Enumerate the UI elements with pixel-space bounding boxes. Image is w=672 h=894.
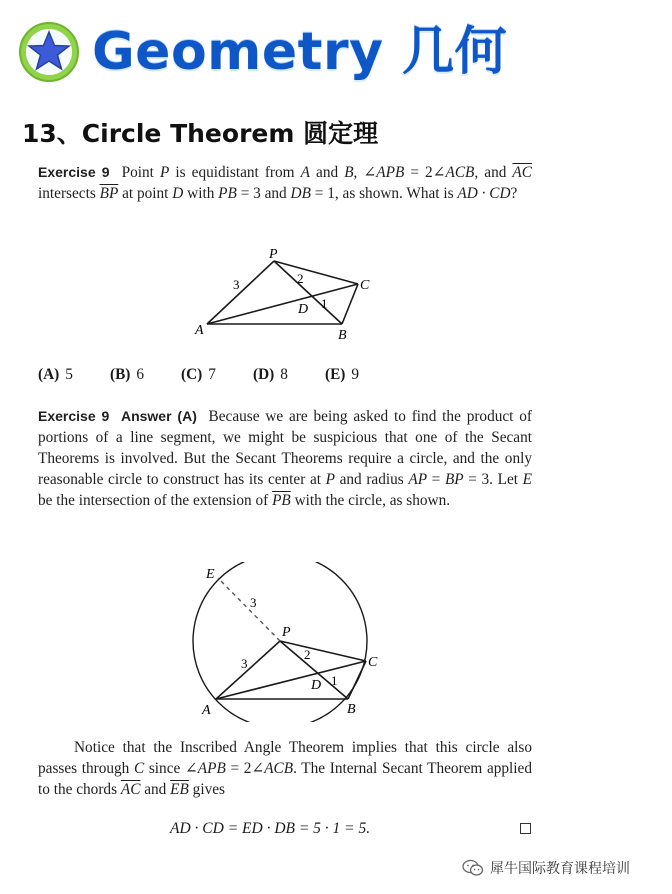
text: , and [474,164,513,181]
math-segment: $\overline{EB}$ [170,781,189,798]
length-DB: 1 [331,673,338,688]
choice-value: 6 [136,366,145,383]
math: PB [218,185,237,202]
choice-value: 8 [280,366,288,383]
text: at point [118,185,173,202]
figure-triangle [190,244,380,340]
label-B: B [347,702,356,717]
math: AD · CD [457,185,511,202]
text: = 2∠ [404,164,446,181]
text: = 3 and [236,185,291,202]
header-title: Geometry 几何 [92,22,508,82]
length-PA: 3 [233,277,240,292]
math: D [172,185,184,202]
text: with [183,185,219,202]
choice-letter: (E) [325,366,346,383]
text: = 2∠ [225,760,265,777]
length-EP: 3 [250,595,257,610]
math: BP [444,471,464,488]
math: AP [408,471,428,488]
text: is equidistant from [169,164,301,181]
length-PA: 3 [241,656,248,671]
section-title: 13、Circle Theorem 圆定理 [22,119,379,148]
answer-choices [38,366,458,390]
length-PC: 2 [304,647,311,662]
footer-watermark [462,858,630,884]
choice-letter: (D) [253,366,275,383]
choice-letter: (B) [110,366,131,383]
text: be the intersection of the extension of [38,492,273,509]
final-equation: AD · CD = ED · DB = 5 · 1 = 5. [170,820,371,837]
text: gives [188,781,225,798]
label-C: C [360,278,370,293]
math: APB [197,760,226,777]
text: = 1, as shown. What is [310,185,458,202]
choice-value: 5 [65,366,73,383]
choice-c [181,366,216,384]
wechat-icon [462,859,484,877]
text: , ∠ [353,164,377,181]
label-A: A [195,323,204,338]
answer-exercise-label: Exercise 9 [38,408,110,424]
math-segment: $\overline{PB}$ [272,492,291,509]
math: P [159,164,170,181]
math: DB [290,185,311,202]
text: with the circle, as shown. [290,492,451,509]
star-badge-icon [18,21,80,83]
label-E: E [206,567,215,582]
text: and radius [334,471,409,488]
math: ACB [445,164,475,181]
exercise-question [38,162,532,204]
text: Point [121,164,160,181]
math: P [325,471,335,488]
qed-box-icon [520,823,531,834]
choice-letter: (C) [181,366,203,383]
choice-letter: (A) [38,366,60,383]
text: = [427,471,445,488]
math: E [522,471,533,488]
math-segment: $\overline{AC}$ [120,781,141,798]
label-D: D [311,678,322,693]
math: ACB [264,760,294,777]
label-C: C [368,655,378,670]
text: and [309,164,345,181]
math: A [300,164,310,181]
text: Because we are being asked to find the product of portions of a line segment, we might be suspicious that one of the Secant Theorems is involved. But the Secant Theorems require a circle, and the only reasonable circle to construct has its center at [38,408,532,488]
label-P: P [269,247,278,262]
text: and [140,781,171,798]
choice-d [253,366,288,384]
choice-b [110,366,144,384]
figure-circle [190,562,390,722]
exercise-answer [38,406,532,511]
math: APB [376,164,405,181]
text: = 3. Let [463,471,523,488]
text: intersects [38,185,100,202]
answer-label: Answer (A) [120,408,197,424]
label-A: A [202,703,211,718]
length-PC: 2 [297,271,304,286]
text: since ∠ [144,760,198,777]
choice-value: 9 [351,366,360,383]
conclusion-paragraph [38,737,532,800]
header-banner [0,0,672,100]
math-segment: $\overline{AC}$ [512,164,532,181]
length-DB: 1 [321,296,328,311]
math: B [344,164,354,181]
label-B: B [338,328,347,340]
text: Notice that the Inscribed Angle Theorem implies that this circle also passes through [38,739,532,777]
label-P: P [282,625,291,640]
choice-e [325,366,359,384]
choice-value: 7 [208,366,216,383]
footer-text: 犀牛国际教育课程培训 [490,861,630,877]
math: C [133,760,145,777]
label-D: D [298,302,309,317]
text: ? [510,185,518,202]
text: . The Internal Secant Theorem applied to the chords [38,760,532,798]
math-segment: $\overline{BP}$ [99,185,119,202]
choice-a [38,366,73,384]
exercise-label: Exercise 9 [38,164,110,180]
